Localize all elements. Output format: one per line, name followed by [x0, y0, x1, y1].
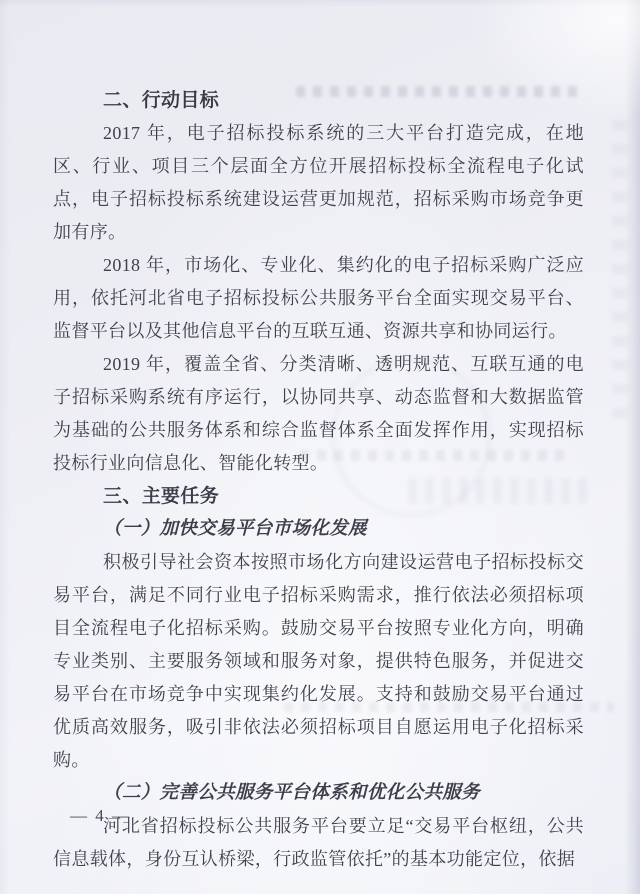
bleedthrough-margin-smudge: [612, 120, 628, 420]
paragraph-2017: 2017 年，电子招标投标系统的三大平台打造完成，在地区、行业、项目三个层面全方位开展招标投标全流程电子化试点，电子招标投标系统建设运营更加规范，招标采购市场竞争更加有序。: [53, 123, 584, 242]
document-content: [53, 84, 584, 876]
paragraph-2018: 2018 年，市场化、专业化、集约化的电子招标采购广泛应用，依托河北省电子招标投标公共服务平台全面实现交易平台、监督平台以及其他信息平台的互联互通、资源共享和协同运行。: [53, 255, 584, 341]
subheading-task-2: （二）完善公共服务平台体系和优化公共服务: [103, 783, 481, 803]
subheading-task-1: （一）加快交易平台市场化发展: [103, 519, 367, 539]
section-heading-action-goals: 二、行动目标: [103, 89, 220, 111]
section-heading-main-tasks: 三、主要任务: [103, 485, 220, 507]
paragraph-task-1: 积极引导社会资本按照市场化方向建设运营电子招标投标交易平台，满足不同行业电子招标采购需求，推行依法必须招标项目全流程电子化招标采购。鼓励交易平台按照专业化方向，明确专业类别、主要服务领域和服务对象，提供特色服务，并促进交易平台在市场竞争中实现集约化发展。支持和鼓励交易平台通过优质高效服务，吸引非依法必须招标项目自愿运用电子化招标采购。: [53, 552, 584, 770]
page-left-edge-shading: [0, 0, 10, 894]
page-number: — 4 —: [70, 806, 131, 825]
paragraph-task-2: 河北省招标投标公共服务平台要立足“交易平台枢纽，公共信息载体，身份互认桥梁，行政监管依托”的基本功能定位，依据: [53, 816, 584, 869]
paragraph-2019: 2019 年，覆盖全省、分类清晰、透明规范、互联互通的电子招标采购系统有序运行，以协同共享、动态监督和大数据监管为基础的公共服务体系和综合监督体系全面发挥作用，实现招标投标行业向信息化、智能化转型。: [53, 354, 584, 473]
